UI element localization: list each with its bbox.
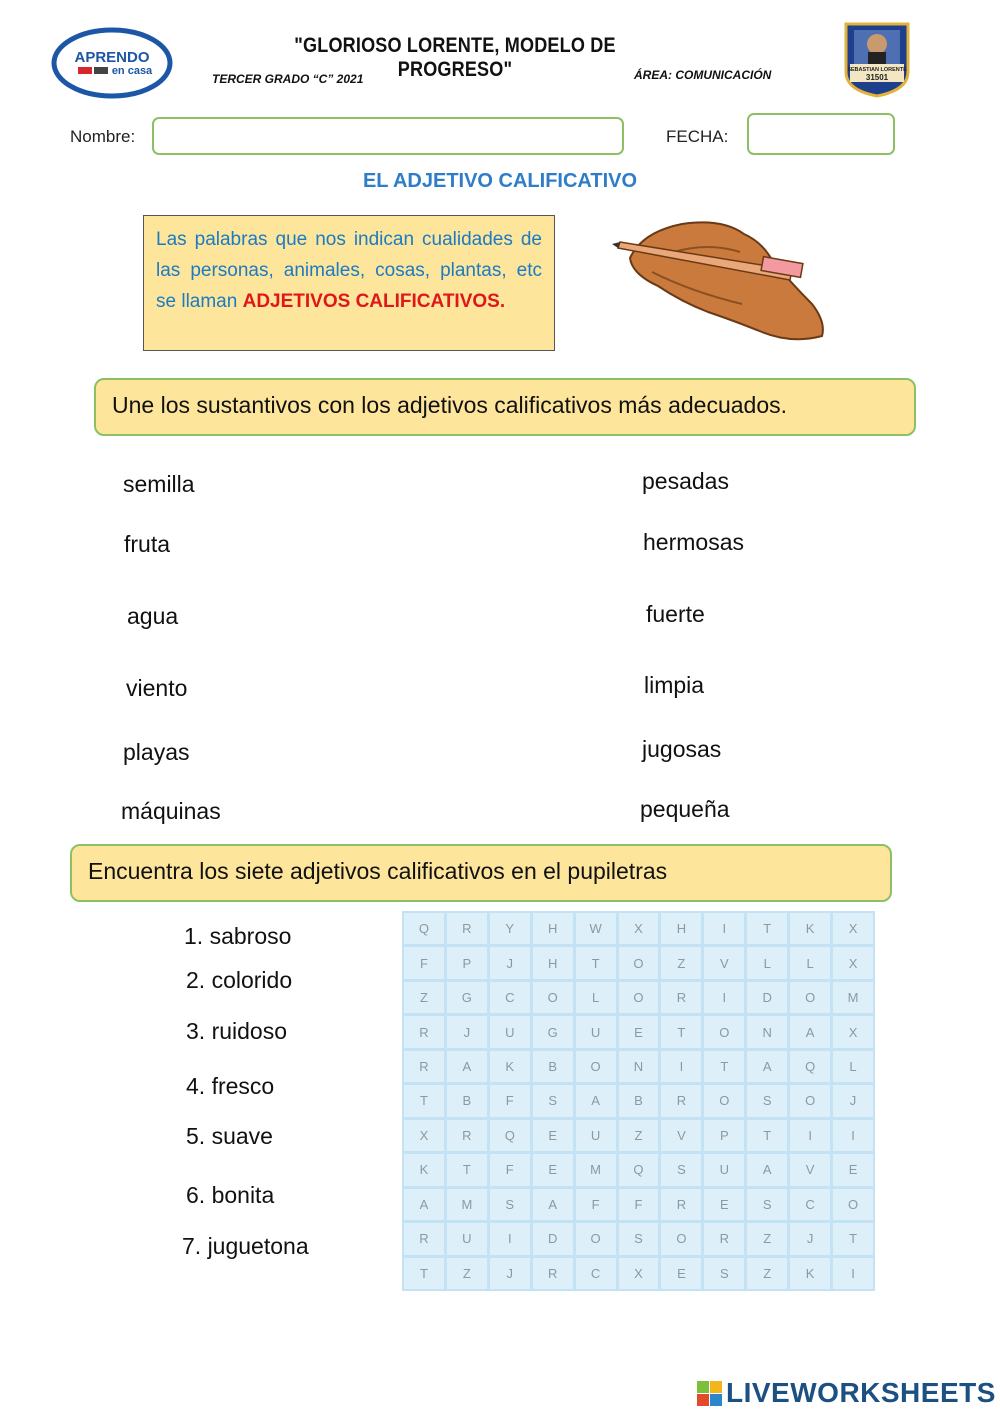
grid-cell[interactable]: M [447,1189,487,1220]
grid-cell[interactable]: T [747,913,787,944]
grid-cell[interactable]: L [833,1051,873,1082]
grid-cell[interactable]: T [833,1223,873,1254]
grid-cell[interactable]: T [576,947,616,978]
wordlist-item: 3. ruidoso [186,1018,288,1044]
grid-cell[interactable]: L [790,947,830,978]
crest-number: 31501 [865,73,889,82]
grid-cell[interactable]: J [790,1223,830,1254]
grid-cell[interactable]: S [747,1085,787,1116]
grid-cell[interactable]: I [704,982,744,1013]
grid-cell[interactable]: Q [790,1051,830,1082]
grid-cell[interactable]: R [404,1016,444,1047]
adjective-item[interactable]: jugosas [642,736,722,762]
wordlist-item: 2. colorido [186,967,293,993]
grid-cell[interactable]: R [404,1051,444,1082]
school-name: "GLORIOSO LORENTE, MODELO DE PROGRESO" [294,34,616,81]
grid-cell[interactable]: O [790,982,830,1013]
grid-cell[interactable]: F [619,1189,659,1220]
instruction-match: Une los sustantivos con los adjetivos calificativos más adecuados. [94,378,916,436]
noun-item[interactable]: semilla [123,471,195,497]
grid-cell[interactable]: J [490,1258,530,1289]
name-label: Nombre: [70,127,136,146]
grid-cell[interactable]: R [704,1223,744,1254]
grid-cell[interactable]: Z [404,982,444,1013]
grid-cell[interactable]: T [404,1085,444,1116]
grid-cell[interactable]: X [619,913,659,944]
wordlist-item: 5. suave [186,1123,273,1149]
school-crest [842,20,912,98]
aprendo-en-casa-logo [48,24,176,102]
grid-cell[interactable]: B [619,1085,659,1116]
grid-cell[interactable]: A [747,1051,787,1082]
grid-cell[interactable]: I [833,1258,873,1289]
wordlist-item: 7. juguetona [182,1233,309,1259]
grid-cell[interactable]: B [533,1051,573,1082]
noun-item[interactable]: viento [126,675,188,701]
grid-cell[interactable]: F [490,1085,530,1116]
adjective-item[interactable]: pequeña [640,796,730,822]
hand-writing-icon [612,212,832,352]
grid-cell[interactable]: V [704,947,744,978]
grid-cell[interactable]: V [661,1120,701,1151]
grid-cell[interactable]: C [790,1189,830,1220]
grid-cell[interactable]: O [619,982,659,1013]
wordlist-item: 1. sabroso [184,923,292,949]
grid-cell[interactable]: L [576,982,616,1013]
grid-cell[interactable]: T [447,1154,487,1185]
grid-cell[interactable]: H [661,913,701,944]
grid-cell[interactable]: R [661,1189,701,1220]
grid-cell[interactable]: U [576,1120,616,1151]
grid-cell[interactable]: E [619,1016,659,1047]
grid-cell[interactable]: K [790,1258,830,1289]
grid-cell[interactable]: E [833,1154,873,1185]
grid-cell[interactable]: N [619,1051,659,1082]
grid-cell[interactable]: O [619,947,659,978]
logo-subtitle: en casa [111,65,153,77]
grid-cell[interactable]: X [619,1258,659,1289]
grid-cell[interactable]: Z [619,1120,659,1151]
noun-item[interactable]: fruta [124,531,171,557]
grid-cell[interactable]: O [576,1223,616,1254]
grid-cell[interactable]: R [661,1085,701,1116]
grade-label: TERCER GRADO “C” 2021 [212,72,364,86]
grid-cell[interactable]: A [404,1189,444,1220]
wordlist-item: 6. bonita [186,1182,275,1208]
area-label: ÁREA: COMUNICACIÓN [634,68,772,82]
adjective-item[interactable]: pesadas [642,468,729,494]
liveworksheets-brand: LIVEWORKSHEETS [726,1377,996,1408]
date-label: FECHA: [666,127,729,146]
grid-cell[interactable]: O [704,1016,744,1047]
grid-cell[interactable]: X [833,913,873,944]
grid-cell[interactable]: Y [490,913,530,944]
name-input[interactable] [152,117,624,155]
grid-cell[interactable]: O [790,1085,830,1116]
grid-cell[interactable]: O [533,982,573,1013]
instruction-wordsearch: Encuentra los siete adjetivos calificativos en el pupiletras [70,844,892,902]
grid-cell[interactable]: R [533,1258,573,1289]
grid-cell[interactable]: P [704,1120,744,1151]
grid-cell[interactable]: D [533,1223,573,1254]
adjective-item[interactable]: hermosas [643,529,744,555]
word-search-grid[interactable] [402,911,875,1291]
grid-cell[interactable]: S [704,1258,744,1289]
grid-cell[interactable]: M [576,1154,616,1185]
definition-highlight: ADJETIVOS CALIFICATIVOS. [242,291,506,312]
grid-cell[interactable]: A [747,1154,787,1185]
logo-title: APRENDO [74,49,150,66]
grid-cell[interactable]: C [490,982,530,1013]
page-title: EL ADJETIVO CALIFICATIVO [362,170,638,192]
grid-cell[interactable]: T [704,1051,744,1082]
grid-cell[interactable]: H [533,913,573,944]
grid-cell[interactable]: L [747,947,787,978]
grid-cell[interactable]: I [833,1120,873,1151]
grid-cell[interactable]: A [447,1051,487,1082]
grid-cell[interactable]: T [404,1258,444,1289]
noun-item[interactable]: agua [127,603,179,629]
grid-cell[interactable]: I [704,913,744,944]
grid-cell[interactable]: Q [404,913,444,944]
adjective-item[interactable]: fuerte [646,601,705,627]
grid-cell[interactable]: X [404,1120,444,1151]
grid-cell[interactable]: U [576,1016,616,1047]
grid-cell[interactable]: R [447,913,487,944]
grid-cell[interactable]: Z [747,1223,787,1254]
grid-cell[interactable]: J [833,1085,873,1116]
grid-cell[interactable]: R [404,1223,444,1254]
grid-cell[interactable]: S [747,1189,787,1220]
grid-cell[interactable]: Z [447,1258,487,1289]
grid-cell[interactable]: Z [747,1258,787,1289]
grid-cell[interactable]: T [661,1016,701,1047]
grid-cell[interactable]: K [490,1051,530,1082]
grid-cell[interactable]: Q [619,1154,659,1185]
grid-cell[interactable]: X [833,1016,873,1047]
grid-cell[interactable]: U [704,1154,744,1185]
grid-cell[interactable]: Z [661,947,701,978]
grid-cell[interactable]: H [533,947,573,978]
grid-cell[interactable]: G [447,982,487,1013]
grid-cell[interactable]: E [533,1154,573,1185]
grid-cell[interactable]: U [490,1016,530,1047]
grid-cell[interactable]: A [533,1189,573,1220]
grid-cell[interactable]: J [490,947,530,978]
grid-cell[interactable]: I [490,1223,530,1254]
grid-cell[interactable]: J [447,1016,487,1047]
grid-cell[interactable]: T [747,1120,787,1151]
wordlist-item: 4. fresco [186,1073,275,1099]
grid-cell[interactable]: O [661,1223,701,1254]
grid-cell[interactable]: A [790,1016,830,1047]
grid-cell[interactable]: K [404,1154,444,1185]
grid-cell[interactable]: N [747,1016,787,1047]
grid-cell[interactable]: R [447,1120,487,1151]
grid-cell[interactable]: M [833,982,873,1013]
grid-cell[interactable]: S [619,1223,659,1254]
adjective-item[interactable]: limpia [644,672,705,698]
grid-cell[interactable]: O [833,1189,873,1220]
grid-cell[interactable]: F [490,1154,530,1185]
grid-cell[interactable]: G [533,1016,573,1047]
grid-cell[interactable]: P [447,947,487,978]
grid-cell[interactable]: C [576,1258,616,1289]
grid-cell[interactable]: D [747,982,787,1013]
grid-cell[interactable]: I [790,1120,830,1151]
grid-cell[interactable]: S [661,1154,701,1185]
grid-cell[interactable]: X [833,947,873,978]
grid-cell[interactable]: E [661,1258,701,1289]
grid-cell[interactable]: B [447,1085,487,1116]
grid-cell[interactable]: O [704,1085,744,1116]
grid-cell[interactable]: O [576,1051,616,1082]
grid-cell[interactable]: Q [490,1120,530,1151]
grid-cell[interactable]: E [533,1120,573,1151]
grid-cell[interactable]: F [576,1189,616,1220]
grid-cell[interactable]: F [404,947,444,978]
grid-cell[interactable]: U [447,1223,487,1254]
grid-cell[interactable]: E [704,1189,744,1220]
grid-cell[interactable]: K [790,913,830,944]
grid-cell[interactable]: S [490,1189,530,1220]
grid-cell[interactable]: R [661,982,701,1013]
definition-text: Las palabras que nos indican cualidades de las personas, animales, cosas, plantas, etc se llaman [156,229,542,312]
grid-cell[interactable]: I [661,1051,701,1082]
noun-item[interactable]: máquinas [121,798,221,824]
noun-item[interactable]: playas [123,739,190,765]
liveworksheets-logo-icon [697,1381,723,1412]
date-input[interactable] [747,113,895,155]
crest-name: SEBASTIAN LORENTE [847,67,907,73]
grid-cell[interactable]: A [576,1085,616,1116]
definition-box [143,215,555,351]
grid-cell[interactable]: V [790,1154,830,1185]
grid-cell[interactable]: S [533,1085,573,1116]
grid-cell[interactable]: W [576,913,616,944]
